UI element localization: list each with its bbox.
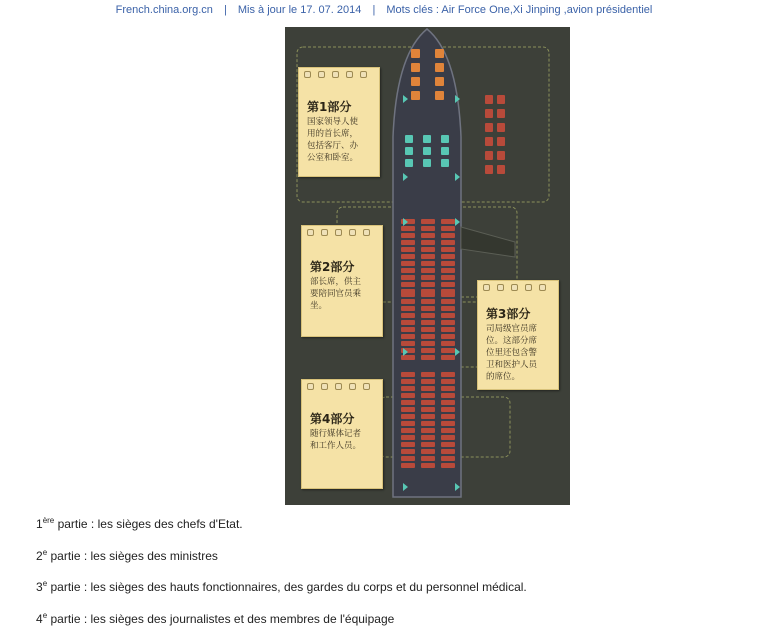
seat-row (441, 386, 455, 391)
seat-row (421, 240, 435, 245)
seat (411, 77, 420, 86)
seat-row (421, 393, 435, 398)
wing-stub (461, 227, 515, 257)
seat (485, 151, 493, 160)
seat-row (401, 247, 415, 252)
seat-row (421, 400, 435, 405)
seat (497, 165, 505, 174)
seat-row (441, 456, 455, 461)
seat-row (421, 379, 435, 384)
seat-row (421, 233, 435, 238)
seat-row (441, 372, 455, 377)
seat (435, 49, 444, 58)
seat (497, 123, 505, 132)
seat-row (401, 393, 415, 398)
seat-row (421, 226, 435, 231)
seat-row (401, 320, 415, 325)
seat-row (401, 334, 415, 339)
seat-row (441, 393, 455, 398)
note-binding (307, 229, 377, 237)
seat-row (441, 414, 455, 419)
seat-row (441, 282, 455, 287)
caption-part-1: 1ère partie : les sièges des chefs d'Etat. (36, 516, 243, 531)
seat-row (401, 292, 415, 297)
seat-row (421, 275, 435, 280)
section-note-1 (298, 67, 380, 177)
seat-row (421, 355, 435, 360)
seat-row (421, 292, 435, 297)
seat-row (401, 456, 415, 461)
seat-row (421, 449, 435, 454)
seat-row (421, 327, 435, 332)
seat (423, 159, 431, 167)
seat-row (441, 275, 455, 280)
seat-row (401, 428, 415, 433)
seat-row (401, 268, 415, 273)
seat-row (401, 240, 415, 245)
seat (405, 159, 413, 167)
section-note-4 (301, 379, 383, 489)
seat-row (401, 254, 415, 259)
seat-row (421, 435, 435, 440)
seat-row (401, 313, 415, 318)
note-title: 第4部分 (310, 412, 355, 426)
seat-map-image (285, 27, 570, 505)
seat-row (401, 449, 415, 454)
site-link[interactable]: French.china.org.cn (115, 4, 213, 16)
keywords-link[interactable]: Mots clés : Air Force One,Xi Jinping ,avion présidentiel (386, 4, 653, 16)
note-title: 第1部分 (307, 100, 352, 114)
seat-row (401, 463, 415, 468)
seat-row (441, 449, 455, 454)
seat (435, 63, 444, 72)
seat-row (421, 268, 435, 273)
note-text: 国家领导人使 用的首长席， 包括客厅、办 公室和卧室。 (307, 117, 359, 163)
seat-row (421, 386, 435, 391)
seat-row (401, 372, 415, 377)
seat-row (421, 463, 435, 468)
seat (405, 147, 413, 155)
seat-row (401, 386, 415, 391)
seat (405, 135, 413, 143)
seat-row (441, 400, 455, 405)
update-date: Mis à jour le 17. 07. 2014 (237, 4, 362, 16)
seat-row (441, 435, 455, 440)
seat-row (441, 261, 455, 266)
seat-row (441, 233, 455, 238)
seat-row (421, 299, 435, 304)
seat-row (441, 240, 455, 245)
seat-row (401, 442, 415, 447)
note-title: 第3部分 (486, 307, 531, 321)
seat-row (421, 306, 435, 311)
seat-row (421, 421, 435, 426)
caption-part-4: 4e partie : les sièges des journalistes et des membres de l'équipage (36, 611, 395, 626)
seat-row (421, 372, 435, 377)
seat-row (421, 407, 435, 412)
seat-row (441, 348, 455, 353)
separator: | (223, 4, 227, 16)
seat-row (401, 379, 415, 384)
article-meta-bar (0, 4, 768, 16)
seat-row (441, 268, 455, 273)
seat (485, 123, 493, 132)
note-binding (483, 284, 553, 292)
seat-row (441, 306, 455, 311)
seat-row (441, 219, 455, 224)
seat (423, 147, 431, 155)
seat-row (401, 275, 415, 280)
seat-row (421, 254, 435, 259)
seat-row (441, 292, 455, 297)
seat-row (441, 254, 455, 259)
seat-row (401, 261, 415, 266)
caption-part-2: 2e partie : les sièges des ministres (36, 548, 218, 563)
seat-row (441, 379, 455, 384)
seat-row (421, 456, 435, 461)
seat-row (441, 428, 455, 433)
seat-row (441, 407, 455, 412)
seat-row (421, 334, 435, 339)
seat-row (421, 313, 435, 318)
seat-row (401, 341, 415, 346)
seat-row (401, 327, 415, 332)
seat-row (421, 414, 435, 419)
seat-row (421, 320, 435, 325)
seat-row (401, 299, 415, 304)
seat-row (441, 355, 455, 360)
note-title: 第2部分 (310, 260, 355, 274)
seat-row (441, 334, 455, 339)
seat (435, 91, 444, 100)
seat (441, 147, 449, 155)
seat-row (401, 233, 415, 238)
seat-row (441, 421, 455, 426)
seat (485, 95, 493, 104)
seat-row (441, 313, 455, 318)
seat-row (401, 435, 415, 440)
seat-row (421, 341, 435, 346)
seat-row (441, 226, 455, 231)
seat-row (401, 306, 415, 311)
seat (435, 77, 444, 86)
separator: | (372, 4, 376, 16)
seat-row (421, 219, 435, 224)
note-text: 司局级官员席 位。这部分席 位里还包含警 卫和医护人员 的席位。 (486, 324, 538, 382)
seat-row (401, 421, 415, 426)
seat (411, 49, 420, 58)
seat-row (441, 327, 455, 332)
seat-row (421, 261, 435, 266)
seat (497, 95, 505, 104)
seat-row (441, 442, 455, 447)
seat-row (421, 442, 435, 447)
seat (485, 109, 493, 118)
section-note-2 (301, 225, 383, 337)
seat (497, 137, 505, 146)
seat (411, 63, 420, 72)
seat (485, 165, 493, 174)
seat (497, 109, 505, 118)
seat-row (441, 247, 455, 252)
seat-row (401, 282, 415, 287)
seat-row (401, 400, 415, 405)
note-text: 部长席，供主 要陪同官员乘 坐。 (310, 277, 362, 311)
seat (497, 151, 505, 160)
seat-row (421, 428, 435, 433)
seat-row (441, 320, 455, 325)
seat (441, 159, 449, 167)
seat-row (401, 226, 415, 231)
seat (411, 91, 420, 100)
section-note-3 (477, 280, 559, 390)
seat-row (401, 414, 415, 419)
note-text: 随行媒体记者 和工作人员。 (310, 429, 362, 451)
seat-row (421, 247, 435, 252)
seat-row (441, 299, 455, 304)
seat (441, 135, 449, 143)
seat (423, 135, 431, 143)
seat-row (401, 407, 415, 412)
seat-row (421, 282, 435, 287)
note-binding (304, 71, 374, 79)
seat-row (421, 348, 435, 353)
seat-row (441, 463, 455, 468)
seat-row (441, 341, 455, 346)
seat (485, 137, 493, 146)
caption-part-3: 3e partie : les sièges des hauts fonctionnaires, des gardes du corps et du personnel médical. (36, 579, 527, 594)
note-binding (307, 383, 377, 391)
